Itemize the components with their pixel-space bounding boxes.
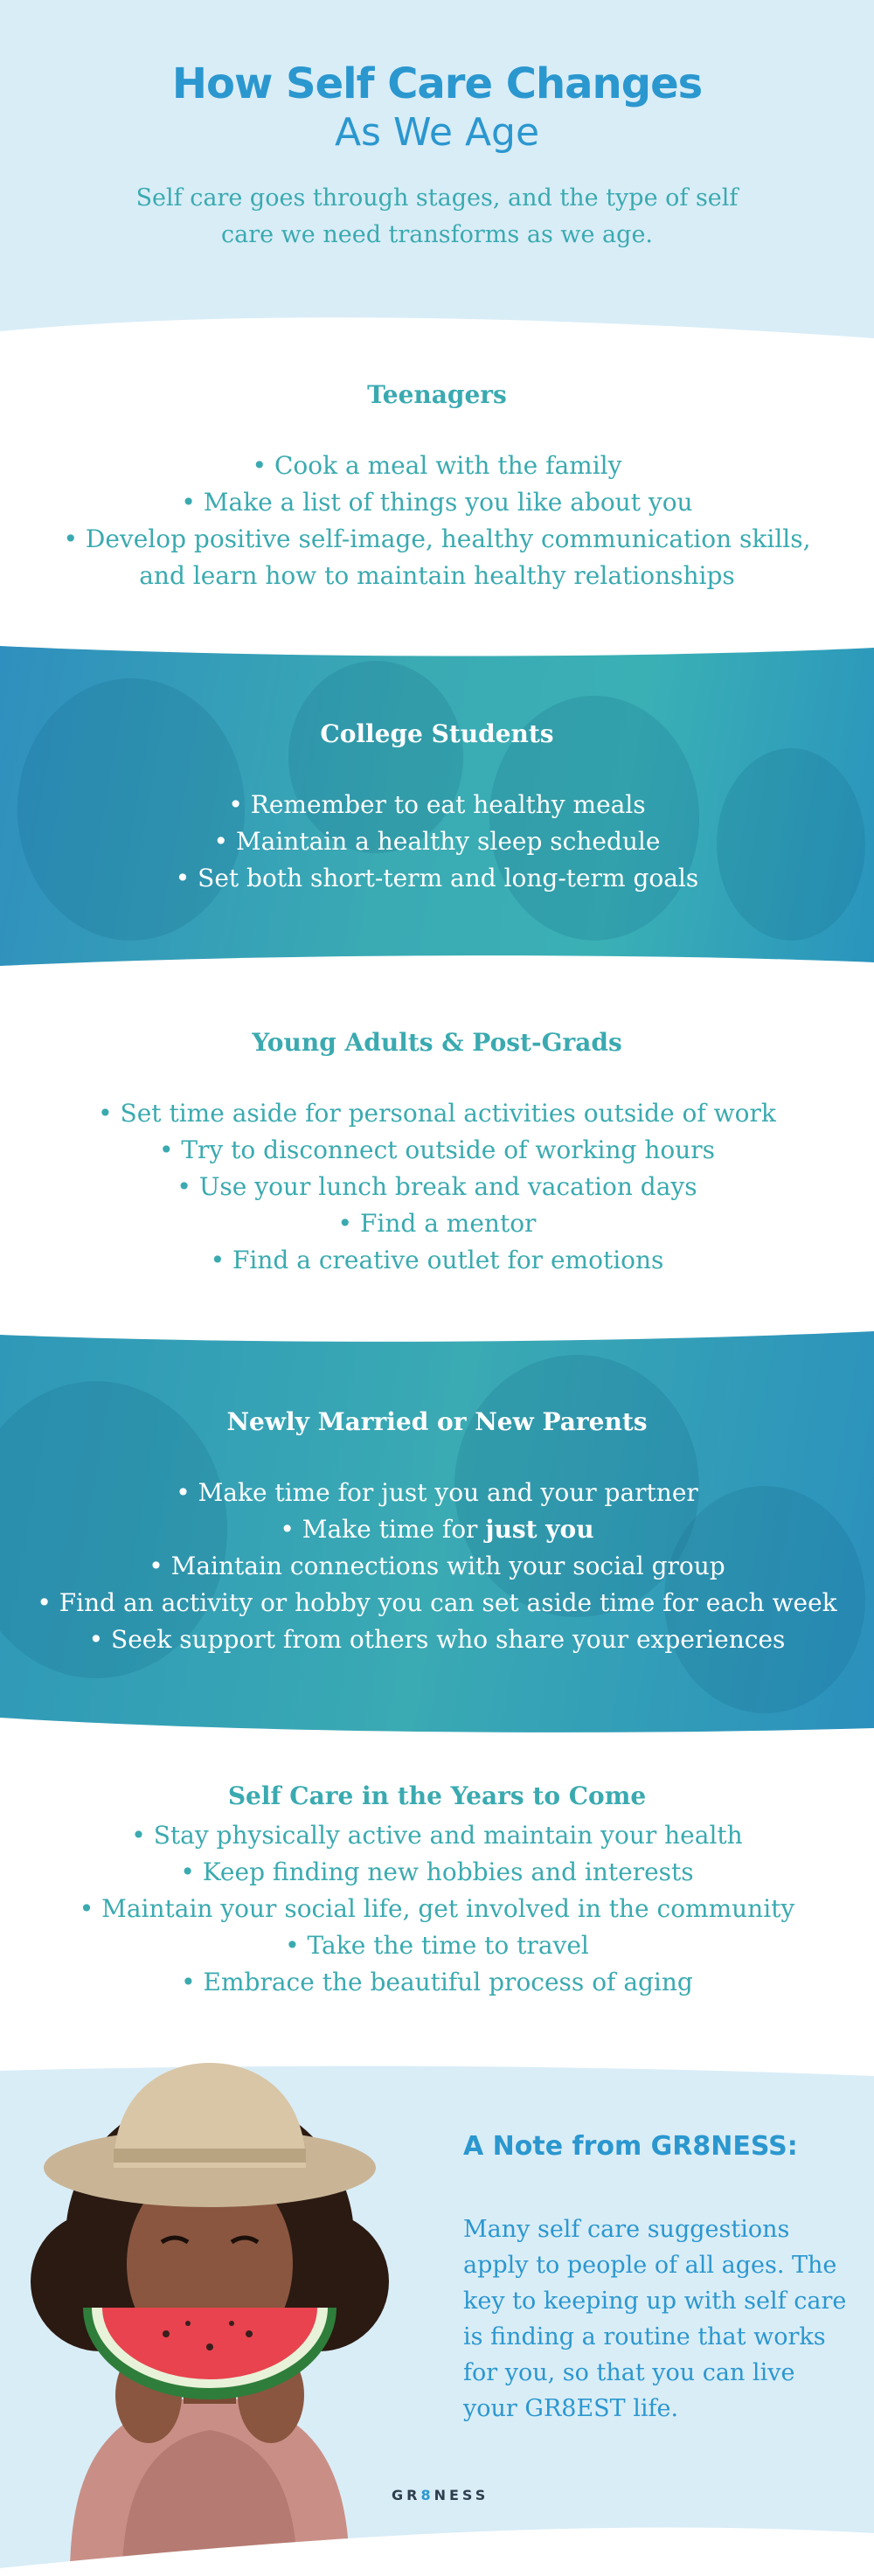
list-item: • Embrace the beautiful process of aging	[181, 1968, 693, 1996]
list-item: • Set both short-term and long-term goals	[175, 864, 699, 892]
section-parents	[0, 1329, 874, 1741]
header-section	[0, 0, 874, 350]
wave-divider-bottom	[0, 1712, 874, 1741]
section-title-college: College Students	[320, 719, 554, 748]
list-item	[35, 1511, 839, 1548]
wave-divider-bottom	[0, 2507, 874, 2576]
wave-divider-top	[0, 643, 874, 662]
section-title-young-adults: Young Adults & Post-Grads	[252, 1028, 622, 1057]
list-parents	[35, 1475, 839, 1658]
list-teenagers	[52, 448, 822, 594]
list-item: • Find a mentor	[337, 1209, 537, 1238]
section-college	[0, 643, 874, 972]
header-wave-divider	[0, 316, 874, 350]
list-item: • Stay physically active and maintain your health	[131, 1821, 743, 1850]
section-title-parents: Newly Married or New Parents	[226, 1407, 648, 1436]
wave-divider-top	[0, 1329, 874, 1350]
brand-logo-suffix: NESS	[434, 2487, 489, 2503]
woman-with-watermelon-image	[17, 2063, 402, 2576]
brand-logo-eight: 8	[420, 2487, 434, 2503]
section-note	[0, 2063, 874, 2576]
list-item: • Make time for just you and your partner	[176, 1478, 698, 1507]
page-title-line-2: As We Age	[334, 110, 540, 155]
list-item: • Cook a meal with the family	[252, 451, 622, 480]
wave-divider-bottom	[0, 950, 874, 972]
section-title-teenagers: Teenagers	[367, 380, 507, 409]
brand-logo	[392, 2487, 488, 2503]
list-item: • Keep finding new hobbies and interests	[180, 1857, 694, 1886]
list-item: • Maintain your social life, get involved in the community	[79, 1894, 795, 1923]
page-title-line-1: How Self Care Changes	[171, 59, 703, 108]
list-item-emphasis: just you	[485, 1515, 594, 1544]
list-item: • Take the time to travel	[285, 1931, 589, 1960]
list-item: • Find a creative outlet for emotions	[210, 1246, 664, 1274]
list-item: and learn how to maintain healthy relationships	[139, 561, 735, 590]
list-young-adults	[52, 1095, 822, 1279]
list-item: • Maintain a healthy sleep schedule	[213, 827, 661, 856]
brand-logo-prefix: GR	[392, 2487, 421, 2503]
list-item: • Find an activity or hobby you can set aside time for each week	[37, 1588, 837, 1617]
note-title: A Note from GR8NESS:	[463, 2131, 798, 2162]
list-item: • Develop positive self-image, healthy communication skills,	[63, 524, 811, 553]
section-title-future: Self Care in the Years to Come	[227, 1781, 647, 1810]
list-item: • Try to disconnect outside of working hours	[158, 1135, 716, 1164]
list-item-text: • Make time for	[280, 1515, 486, 1544]
list-item: • Make a list of things you like about you	[181, 488, 693, 517]
list-college	[52, 787, 822, 897]
list-future	[52, 1817, 822, 2001]
intro-text: Self care goes through stages, and the type of self care we need transforms as we age.	[135, 184, 739, 248]
list-item: • Seek support from others who share your experiences	[88, 1625, 786, 1654]
note-text: Many self care suggestions apply to people of all ages. The key to keeping up with self care is finding a routine that works for you, so that you can live your GR8EST life.	[463, 2216, 847, 2422]
list-item: • Maintain connections with your social group	[149, 1552, 725, 1580]
list-item: • Use your lunch break and vacation days	[177, 1172, 697, 1201]
list-item: • Set time aside for personal activities outside of work	[98, 1099, 776, 1128]
list-item: • Remember to eat healthy meals	[228, 790, 646, 819]
